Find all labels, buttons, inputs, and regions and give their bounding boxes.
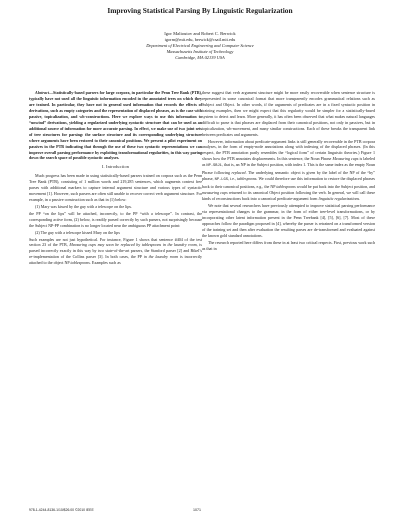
footer-isbn: 978-1-4244-8136-1/10/$26.00 ©2010 IEEE [29, 508, 94, 512]
italic-run: Measuring cups [332, 156, 359, 162]
italic-run: linguistic regularizations [318, 196, 360, 202]
text-run: is labeled as [202, 156, 375, 168]
text-run: would be put back into the Subject position, and [295, 184, 375, 190]
text-run: . Examples such as [89, 260, 121, 266]
author-block [0, 31, 400, 61]
code-run: NP-LGS [214, 178, 228, 183]
intro-paragraph-3 [29, 237, 202, 267]
text-run: . [359, 196, 361, 202]
text-run: is incorrectly attached to the object NP [29, 254, 202, 266]
abstract [29, 90, 202, 161]
text-run: . We could therefore use this information to restore the displaced phrases back to their canonical positions, e.g., the NP [202, 176, 375, 190]
italic-run: tablespoons [237, 176, 257, 182]
author-emails: igorm@mit.edu, berwick@csail.mit.edu [164, 36, 236, 42]
abstract-label: Abstract [35, 90, 49, 95]
text-run: However, information about predicate-argument links is still generally recoverable in the PTB corpora analyses, in the form of empty-node annotations along with indexing of the displaced phrases. (In this respect, the PTB annotation partly resembles the “logical form” of certain linguistic theories.) Figure 1 shows how the PTB annotates displacements. In this sentence, the Noun Phrase [202, 138, 375, 162]
right-paragraph-4: The research reported here differs from these in at least two critical respects. First, previous work such as that in [202, 239, 375, 251]
code-run: NP-SBJ1 [206, 164, 222, 169]
section-heading-introduction: I. Introduction [101, 164, 130, 170]
intro-paragraph-1: Much progress has been made in using statistically-based parsers trained on corpora such as the Penn Tree Bank (PTB), consisting of 1 million words and 219,285 sentences, which augments context free parses with additional markers to capture internal argument structure and various types of syntactic movement [1]. However, such parsers are often still unable to recover correct verb argument structure. For example, in a passive construction such as that in (1) below: [29, 173, 202, 203]
text-run: . The underlying semantic object is given by the label of the NP of the “by” phrase, [202, 170, 375, 182]
text-run: returned to its canonical Object position following the verb. In general, we will call these kinds of reconstructions back into a canonical predicate-argument form [202, 190, 375, 202]
right-column [202, 90, 375, 252]
right-paragraph-1: these suggest that verb argument structure might be more easily recoverable when sentence structure is represented in some canonical format that more transparently encodes grammatical relations such as Subject and Object. In other words, if the arguments of predicates are in a fixed syntactic position in training examples, then we might expect that this regularity would be simpler for a statistically-based system to detect and learn. More generally, it has often been observed that what makes natural languages difficult to parse is that phrases are displaced from their canonical positions, not only in passives, but in topicalization, wh-movement, and many similar constructions. Each of these breaks the transparent link between predicates and arguments. [202, 90, 375, 137]
example-sentence-2: (2) The guy with a telescope kissed Mary on the lips [35, 229, 120, 235]
italic-run: Measuring cups may soon be replaced by tablespoons in the laundry room [69, 242, 197, 248]
left-column [29, 90, 202, 267]
author-names: Igor Malioutov and Robert C. Berwick [164, 31, 236, 36]
italic-run: tablespoons [276, 184, 296, 190]
text-run: , is parsed incorrectly exactly in this way by two state-of-the-art parsers, the Stanford parser [2] and Bikel’s re-implementation of the Collins parser [3]. In both cases, the PP [29, 242, 202, 260]
page-number: 1071 [193, 508, 201, 512]
right-paragraph-3: We note that several researchers have previously attempted to improve statistical parsing performance via representational changes to the grammar, in the form of either tree-level transformations, or by incorporating other latent information present in the Penn Treebank [4], [5], [6], [7]. Most of these approaches follow the paradigm proposed in [4], whereby the parser is retrained on a transformed version of the training set and then after evaluation the resulting parses are de-transformed and evaluated against the known gold standard annotations. [202, 202, 375, 238]
right-paragraph-2 [202, 139, 375, 203]
text-run: , i.e., [227, 176, 238, 182]
example-sentence-1: (1) Mary was kissed by the guy with a telescope on the lips. [35, 204, 132, 210]
italic-run: tablespoons [70, 260, 90, 266]
italic-run: in the laundry room [143, 254, 179, 260]
abstract-text: —Statistically-based parsers for large corpora, in particular the Penn Tree Bank (PTB), typically have not used all the linguistic information encoded in the annotated trees on which they are trained. In particular, they have not in general used information that records the effects of derivations, such as empty categories and the representation of displaced phrases, as is the case with passive, topicalization, and wh-constructions. Here we explore ways to use this information to “unwind” derivations, yielding a regularized underlying syntactic structure that can be used as an additional source of information for more accurate parsing. In effect, we make use of two joint sets of tree structures for parsing: the surface structure and its corresponding underlying structure where arguments have been restored to their canonical positions. We present a pilot experiment on passives in the PTB indicating that through the use of these two syntactic representations we can improve overall parsing performance by exploiting transformational regularities, in this way paring down the search space of possible syntactic analyses. [29, 90, 202, 161]
intro-paragraph-2: the PP “on the lips” will be attached, incorrectly, to the PP “with a telescope”. In contrast, the corresponding active form, (2) below, is readily parsed correctly by such parsers, not surprisingly because the Subject NP-PP combination is no longer located near the ambiguous PP attachment point: [29, 210, 202, 228]
author-location: Cambridge, MA 02139 USA [175, 54, 225, 60]
text-run: Such examples are not just hypothetical. For instance, Figure 1 shows that sentence #404 of the test section 23 of the PTB, [29, 236, 202, 248]
paper-title: Improving Statistical Parsing By Linguistic Regularization [107, 6, 293, 15]
italic-run: measuring cups [202, 190, 228, 196]
text-run: , that is, an NP in the Subject position, with index 1. This is the same index as the empty Noun Phrase following [202, 162, 375, 176]
author-institution: Massachusetts Institute of Technology [166, 48, 234, 54]
italic-run: replaced [231, 170, 246, 176]
author-department: Department of Electrical Engineering and Computer Science [146, 42, 254, 48]
